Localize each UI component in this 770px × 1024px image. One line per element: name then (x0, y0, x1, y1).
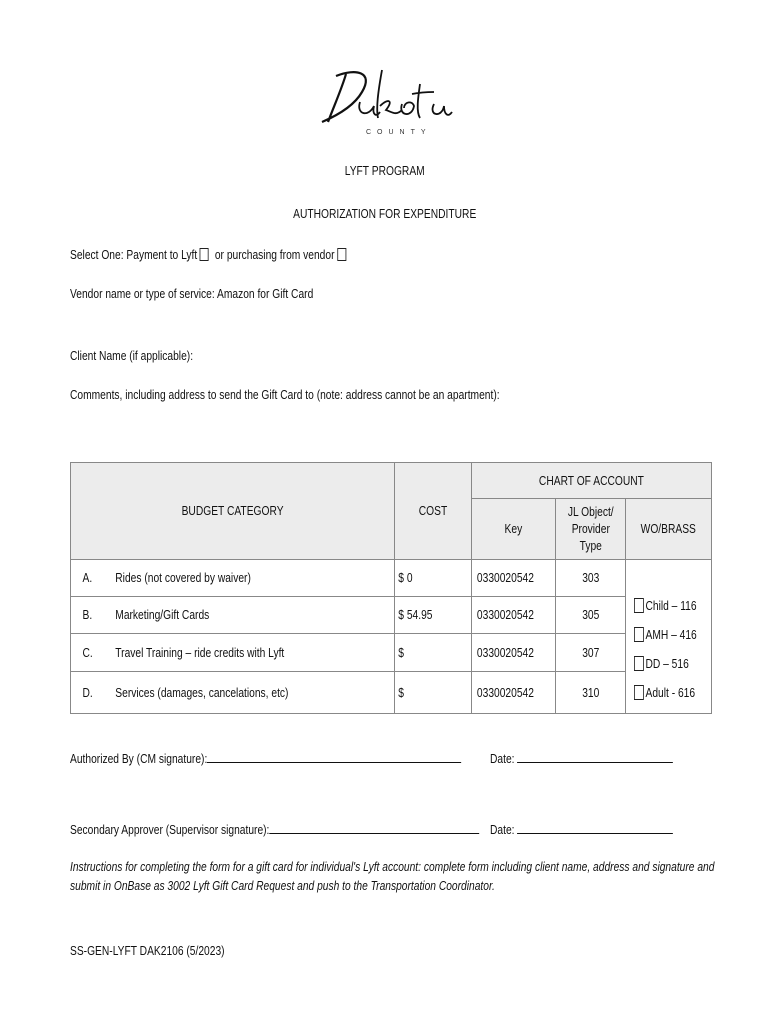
instructions-line-1: Instructions for completing the form for a gift card for individual's Lyft account: complete form including client name, address and signature and (70, 860, 715, 874)
cost-cell: $ (395, 672, 472, 714)
secondary-approver-label: Secondary Approver (Supervisor signature): (70, 823, 270, 837)
comments-field: Comments, including address to send the Gift Card to (note: address cannot be an apartment): (70, 388, 500, 402)
secondary-date-label: Date: (490, 823, 515, 837)
header-chart-of-account: CHART OF ACCOUNT (472, 463, 712, 499)
jl-cell: 303 (555, 560, 626, 597)
cost-cell: $ 0 (395, 560, 472, 597)
wo-brass-cell (626, 560, 712, 714)
adult-checkbox[interactable] (634, 685, 644, 700)
authorized-date-label: Date: (490, 752, 515, 766)
cost-cell: $ 54.95 (395, 597, 472, 634)
select-or-text: or purchasing from vendor (214, 248, 335, 262)
lyft-payment-checkbox[interactable] (200, 248, 209, 261)
amh-checkbox[interactable] (634, 627, 644, 642)
instructions-line-2: submit in OnBase as 3002 Lyft Gift Card Request and push to the Transportation Coordinator. (70, 879, 495, 893)
category-cell: A. Rides (not covered by waiver) (71, 560, 395, 597)
wo-brass-option-dd[interactable]: DD – 516 (634, 650, 697, 679)
header-jl-object: JL Object/ Provider Type (555, 499, 626, 560)
table-row (71, 634, 712, 672)
table-row (71, 597, 712, 634)
secondary-date-row (490, 823, 673, 837)
key-cell: 0330020542 (472, 597, 556, 634)
wo-brass-options (626, 592, 711, 708)
client-name-field: Client Name (if applicable): (70, 349, 194, 363)
budget-table (70, 462, 712, 714)
instructions (70, 858, 715, 896)
authorized-date-line[interactable] (517, 762, 673, 763)
authorized-by-row (70, 752, 461, 766)
authorized-date-row (490, 752, 673, 766)
secondary-approver-row (70, 823, 479, 837)
authorized-by-label: Authorized By (CM signature): (70, 752, 208, 766)
jl-cell: 310 (555, 672, 626, 714)
cost-cell: $ (395, 634, 472, 672)
jl-cell: 307 (555, 634, 626, 672)
cm-signature-line[interactable] (207, 762, 461, 763)
header-wo-brass: WO/BRASS (626, 499, 712, 560)
wo-brass-option-amh[interactable]: AMH – 416 (634, 621, 697, 650)
form-number-footer: SS-GEN-LYFT DAK2106 (5/2023) (70, 944, 225, 958)
table-row (71, 560, 712, 597)
header-budget-category: BUDGET CATEGORY (71, 463, 395, 560)
key-cell: 0330020542 (472, 672, 556, 714)
category-cell: B. Marketing/Gift Cards (71, 597, 395, 634)
dd-checkbox[interactable] (634, 656, 644, 671)
vendor-purchase-checkbox[interactable] (337, 248, 346, 261)
page-subtitle: AUTHORIZATION FOR EXPENDITURE (293, 207, 477, 221)
vendor-name-field: Vendor name or type of service: Amazon for Gift Card (70, 287, 314, 301)
select-prefix: Select One: Payment to Lyft (70, 248, 198, 262)
key-cell: 0330020542 (472, 560, 556, 597)
header-cost: COST (395, 463, 472, 560)
key-cell: 0330020542 (472, 634, 556, 672)
wo-brass-option-adult[interactable]: Adult - 616 (634, 679, 697, 708)
wo-brass-option-child[interactable]: Child – 116 (634, 592, 697, 621)
jl-cell: 305 (555, 597, 626, 634)
dakota-county-logo (316, 62, 456, 138)
category-cell: C. Travel Training – ride credits with Lyft (71, 634, 395, 672)
category-cell: D. Services (damages, cancelations, etc) (71, 672, 395, 714)
select-one-row (70, 248, 349, 262)
logo-subtext: COUNTY (366, 129, 432, 136)
header-key: Key (472, 499, 556, 560)
child-checkbox[interactable] (634, 598, 644, 613)
dakota-logo-graphic (316, 62, 456, 138)
supervisor-signature-line[interactable] (269, 833, 479, 834)
table-row (71, 672, 712, 714)
secondary-date-line[interactable] (517, 833, 673, 834)
page-title: LYFT PROGRAM (345, 164, 425, 178)
